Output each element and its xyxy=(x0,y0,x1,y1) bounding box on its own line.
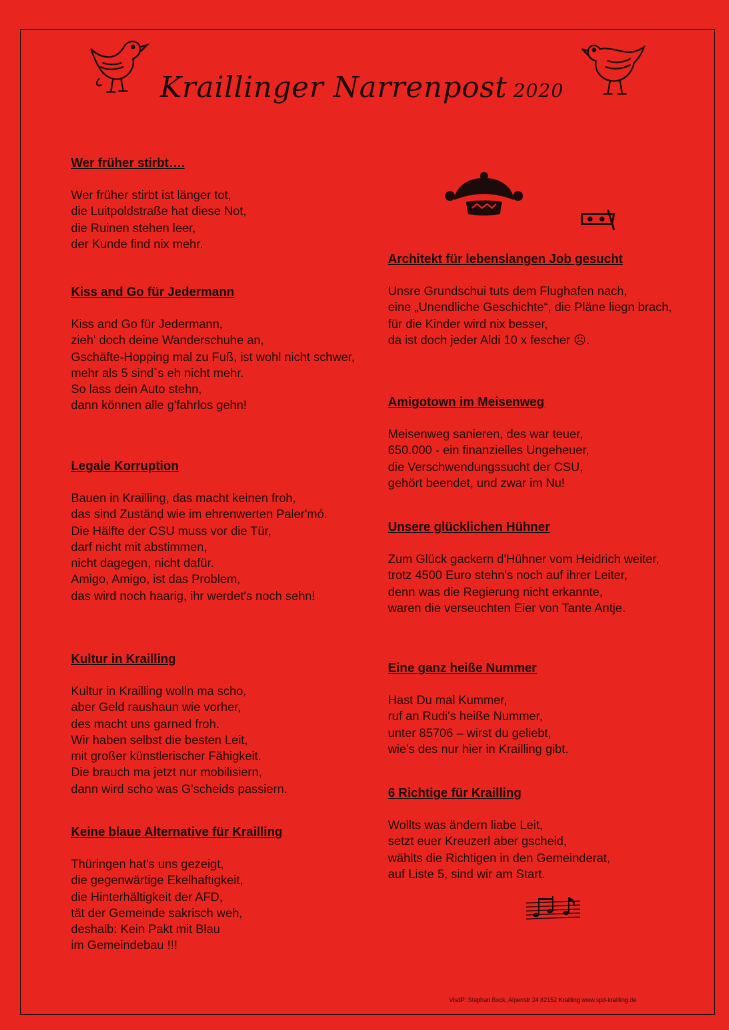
section-heading: Amigotown im Meisenweg xyxy=(388,395,545,409)
title-year: 2020 xyxy=(513,80,564,102)
section-architekt xyxy=(388,252,678,348)
section-heading: Wer früher stirbt…. xyxy=(71,156,185,170)
section-body: Kultur in Krailling wolln ma scho, aber Geld raushaun wie vorher, des macht uns garned froh. Wir haben selbst die besten Leit, mit großer künstlerischer Fähigkeit. Die brauch ma jetzt nur mobilisiern, dann wird scho was G'scheids passiern. xyxy=(71,684,288,796)
section-heading: Kultur in Krailling xyxy=(71,652,176,666)
section-body: Bauen in Krailling, das macht keinen froh, das sind Zustänḍ wie im ehrenwerten Paler'mó. Die Hälfte der CSU muss vor die Tür, darf nicht mit abstimmen, nicht dagegen, nicht dafür. Amigo, Amigo, ist das Problem, das wird noch haarig, ihr werdet's noch sehn! xyxy=(71,491,328,603)
section-heisse-nummer xyxy=(388,661,678,757)
section-body: Wollts was ändern liabe Leit, setzt euer Kreuzerl aber gscheid, wählts die Richtigen in den Gemeinderat, auf Liste 5, sind wir am Start. xyxy=(388,818,611,881)
section-heading: Architekt für lebenslangen Job gesucht xyxy=(388,252,623,266)
section-kultur-in-krailling xyxy=(71,652,371,797)
section-heading: Kiss and Go für Jedermann xyxy=(71,285,235,299)
carnival-mask-icon xyxy=(578,208,618,232)
section-heading: Eine ganz heiße Nummer xyxy=(388,661,537,675)
page-title xyxy=(160,70,620,104)
section-heading: Legale Korruption xyxy=(71,459,179,473)
section-6-richtige xyxy=(388,786,678,882)
jester-hat-icon xyxy=(444,172,524,220)
section-body: Hast Du mal Kummer, ruf an Rudi's heiße Nummer, unter 85706 – wirst du geliebt, wie's des nur hier in Krailling gibt. xyxy=(388,693,569,756)
section-heading: Unsere glücklichen Hühner xyxy=(388,520,550,534)
section-keine-blaue-alternative xyxy=(71,825,371,954)
section-body: Thüringen hat's uns gezeigt, die gegenwärtige Ekelhaftigkeit, die Hinterhältigkeit der AFD, tät der Gemeinde sakrisch weh, deshalb: Kein Pakt mit Blau im Gemeindebau !!! xyxy=(71,857,244,953)
section-body: Meisenweg sanieren, des war teuer, 650.000 - ein finanzielles Ungeheuer, die Verschwendungssucht der CSU, gehört beendet, und zwar im Nu! xyxy=(388,427,590,490)
section-body: Unsre Grundschui tuts dem Flughafen nach, eine „Unendliche Geschichte“, die Pläne liegn brach, für die Kinder wird nix besser, da ist doch jeder Aldi 10 x fescher ☹. xyxy=(388,284,672,347)
title-text: Kraillinger Narrenpost xyxy=(160,70,508,104)
section-kiss-and-go xyxy=(71,285,371,414)
bird-icon xyxy=(85,35,155,97)
section-wer-frueher-stirbt xyxy=(71,156,371,252)
imprint-footer: VisdP: Stephan Bock, Alpenstr 24 82152 Krailling www.spd-krailling.de xyxy=(449,998,637,1004)
music-notes-icon xyxy=(524,893,582,925)
section-gluecklichen-huehner xyxy=(388,520,678,616)
section-heading: 6 Richtige für Krailling xyxy=(388,786,522,800)
section-body: Kiss and Go für Jedermann, zieh' doch deine Wanderschuhe an, Gschäfte-Hopping mal zu Fuß, ist wohl nicht schwer, mehr als 5 sind`s eh nicht mehr. So lass dein Auto stehn, dann können alle g'fahrlos gehn! xyxy=(71,317,355,413)
section-heading: Keine blaue Alternative für Krailling xyxy=(71,825,283,839)
section-body: Wer früher stirbt ist länger tot, die Luitpoldstraße hat diese Not, die Ruinen stehen leer, der Kunde find nix mehr. xyxy=(71,188,247,251)
section-amigotown xyxy=(388,395,678,491)
section-body: Zum Glück gackern d'Hühner vom Heidrich weiter, trotz 4500 Euro stehn's noch auf ihrer Leiter, denn was die Regierung nicht erkannte, waren die verseuchten Eier von Tante Antje. xyxy=(388,552,660,615)
section-legale-korruption xyxy=(71,459,371,604)
